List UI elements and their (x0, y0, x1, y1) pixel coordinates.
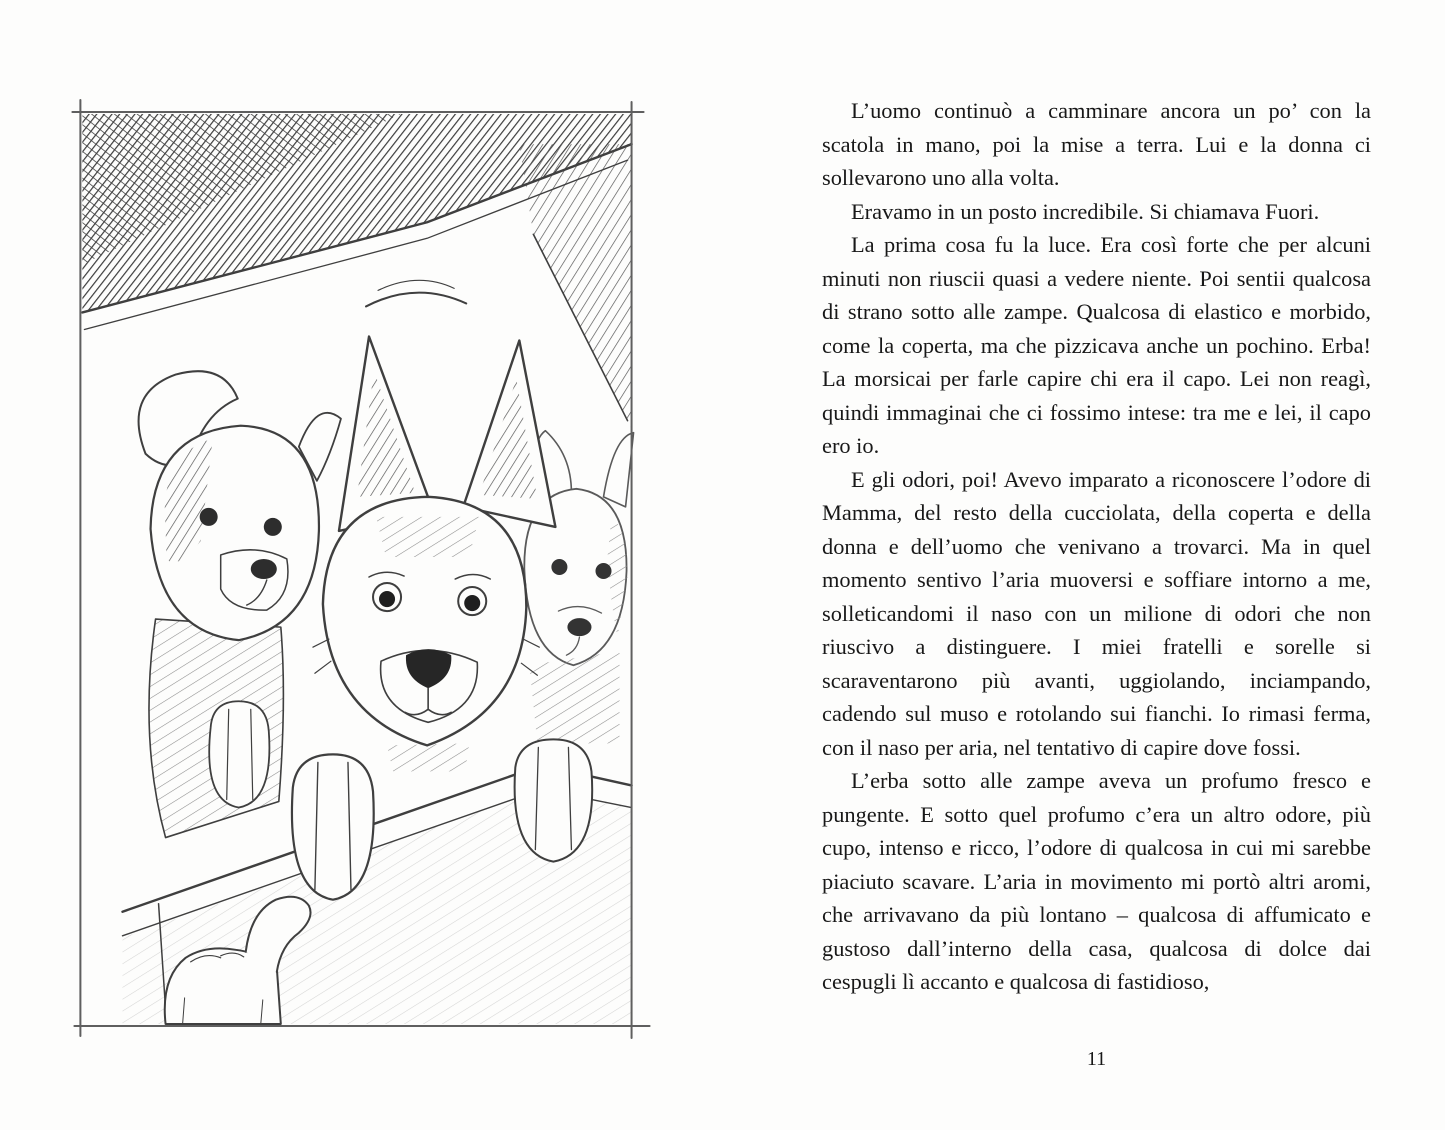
paragraph: Eravamo in un posto incredibile. Si chiamava Fuori. (851, 198, 1320, 224)
puppies-illustration-svg (70, 98, 662, 1040)
body-text-column (822, 94, 1371, 999)
puppies-illustration (70, 98, 662, 1040)
paragraph: L’uomo continuò a camminare ancora un po’ con la scatola in mano, poi la mise a terra. Lui e la donna ci sollevarono uno alla volta. (822, 98, 1371, 190)
paragraph: L’erba sotto alle zampe aveva un profumo fresco e pungente. E sotto quel profumo c’era un altro odore, più cupo, intenso e ricco, l’odore di qualcosa in cui mi sarebbe piaciuto scavare. L’aria in movimento mi portò altri aromi, che arrivavano da più lontano – qualcosa di affumicato e gustoso dall’interno della casa, qualcosa di dolce dai cespugli lì accanto e qualcosa di fastidioso, (822, 768, 1371, 994)
paragraph: E gli odori, poi! Avevo imparato a riconoscere l’odore di Mamma, del resto della cucciolata, della coperta e della donna e dell’uomo che venivano a trovarci. Ma in quel momento sentivo l’aria muoversi e soffiare intorno a me, solleticandomi il naso con un milione di odori che non riuscivo a distinguere. I miei fratelli e sorelle si scaraventarono più avanti, uggiolando, inciampando, cadendo sul muso e rotolando sui fianchi. Io rimasi ferma, con il naso per aria, nel tentativo di capire dove fossi. (822, 466, 1371, 760)
page-number: 11 (1086, 1048, 1107, 1070)
paragraph: La prima cosa fu la luce. Era così forte che per alcuni minuti non riuscii quasi a vedere niente. Poi sentii qualcosa di strano sotto alle zampe. Qualcosa di elastico e morbido, come la coperta, ma che pizzicava anche un pochino. Erba! La morsicai per farle capire chi era il capo. Lei non reagì, quindi immaginai che ci fossimo intese: tra me e lei, il capo ero io. (822, 232, 1371, 458)
